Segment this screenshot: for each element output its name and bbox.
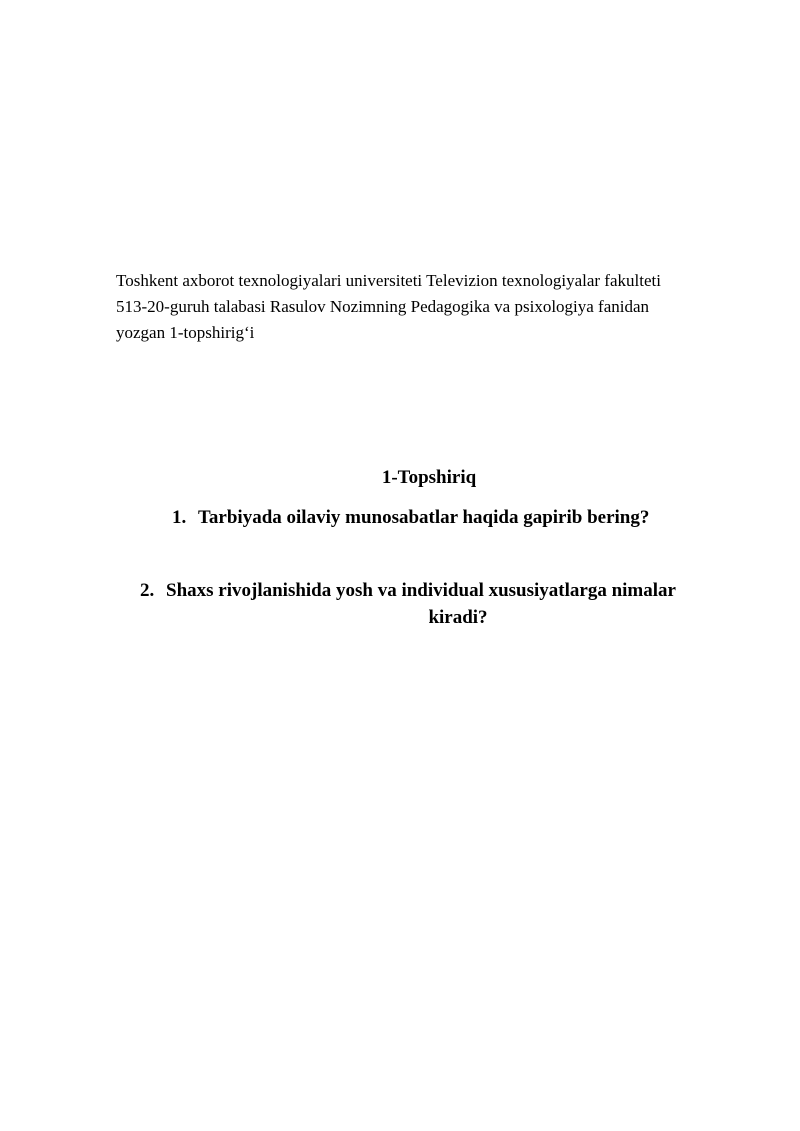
assignment-heading: 1-Topshiriq xyxy=(381,467,477,488)
question-text-continuation: kiradi? xyxy=(428,607,488,628)
intro-line: 513-20-guruh talabasi Rasulov Nozimning Pedagogika va psixologiya fanidan xyxy=(116,297,650,316)
question-item xyxy=(172,505,649,531)
question-text: Shaxs rivojlanishida yosh va individual xususiyatlarga nimalar xyxy=(166,580,676,601)
question-number: 1. xyxy=(172,507,187,528)
question-number: 2. xyxy=(140,580,155,601)
question-item xyxy=(140,578,676,604)
intro-paragraph xyxy=(116,268,756,346)
question-text: Tarbiyada oilaviy munosabatlar haqida gapirib bering? xyxy=(198,507,650,528)
intro-line: Toshkent axborot texnologiyalari universiteti Televizion texnologiyalar fakulteti xyxy=(116,271,661,290)
intro-line: yozgan 1-topshirig‘i xyxy=(116,323,255,342)
